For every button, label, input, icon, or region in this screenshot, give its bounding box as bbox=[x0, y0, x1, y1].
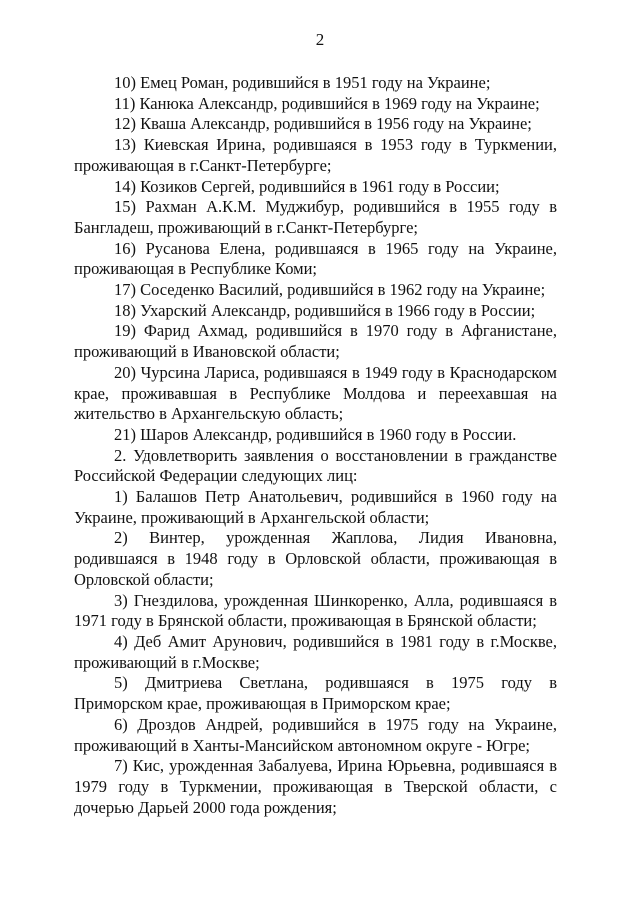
list-item: 16) Русанова Елена, родившаяся в 1965 году на Украине, проживающая в Республике Коми; bbox=[74, 238, 557, 279]
section-paragraph: 2. Удовлетворить заявления о восстановлении в гражданстве Российской Федерации следующих лиц: bbox=[74, 445, 557, 486]
list-item: 13) Киевская Ирина, родившаяся в 1953 году в Туркмении, проживающая в г.Санкт-Петербурге; bbox=[74, 135, 557, 175]
list-item: 11) Канюка Александр, родившийся в 1969 году на Украине; bbox=[114, 93, 540, 113]
list-item: 18) Ухарский Александр, родившийся в 1966 году в России; bbox=[114, 300, 536, 320]
page-number: 2 bbox=[315, 30, 325, 49]
list-item: 4) Деб Амит Арунович, родившийся в 1981 году в г.Москве, проживающий в г.Москве; bbox=[74, 631, 557, 672]
list-item: 15) Рахман А.К.М. Муджибур, родившийся в 1955 году в Бангладеш, проживающий в г.Санкт-Петербурге; bbox=[74, 197, 557, 237]
list-item: 7) Кис, урожденная Забалуева, Ирина Юрьевна, родившаяся в 1979 году в Туркмении, проживающая в Тверской области, с дочерью Дарьей 2000 года рождения; bbox=[74, 756, 557, 817]
list-item: 12) Кваша Александр, родившийся в 1956 году на Украине; bbox=[114, 114, 532, 134]
list-item: 5) Дмитриева Светлана, родившаяся в 1975 году в Приморском крае, проживающая в Приморском крае; bbox=[74, 673, 557, 714]
document-body bbox=[74, 73, 557, 818]
list-item: 21) Шаров Александр, родившийся в 1960 году в России. bbox=[114, 424, 517, 444]
list-item: 14) Козиков Сергей, родившийся в 1961 году в России; bbox=[114, 176, 500, 196]
list-item: 1) Балашов Петр Анатольевич, родившийся в 1960 году на Украине, проживающий в Архангельской области; bbox=[74, 487, 557, 527]
list-item: 10) Емец Роман, родившийся в 1951 году на Украине; bbox=[114, 73, 491, 92]
list-item: 2) Винтер, урожденная Жаплова, Лидия Ивановна, родившаяся в 1948 году в Орловской области, проживающая в Орловской области; bbox=[74, 528, 557, 589]
list-item: 6) Дроздов Андрей, родившийся в 1975 году на Украине, проживающий в Ханты-Мансийском автономном округе - Югре; bbox=[74, 714, 557, 755]
list-item: 20) Чурсина Лариса, родившаяся в 1949 году в Краснодарском крае, проживавшая в Республике Молдова и переехавшая на жительство в Архангельскую область; bbox=[74, 362, 557, 424]
list-item: 17) Соседенко Василий, родившийся в 1962 году на Украине; bbox=[114, 280, 546, 300]
list-item: 19) Фарид Ахмад, родившийся в 1970 году в Афганистане, проживающий в Ивановской области; bbox=[74, 321, 557, 362]
list-item: 3) Гнездилова, урожденная Шинкоренко, Алла, родившаяся в 1971 году в Брянской области, проживающая в Брянской области; bbox=[74, 590, 557, 631]
